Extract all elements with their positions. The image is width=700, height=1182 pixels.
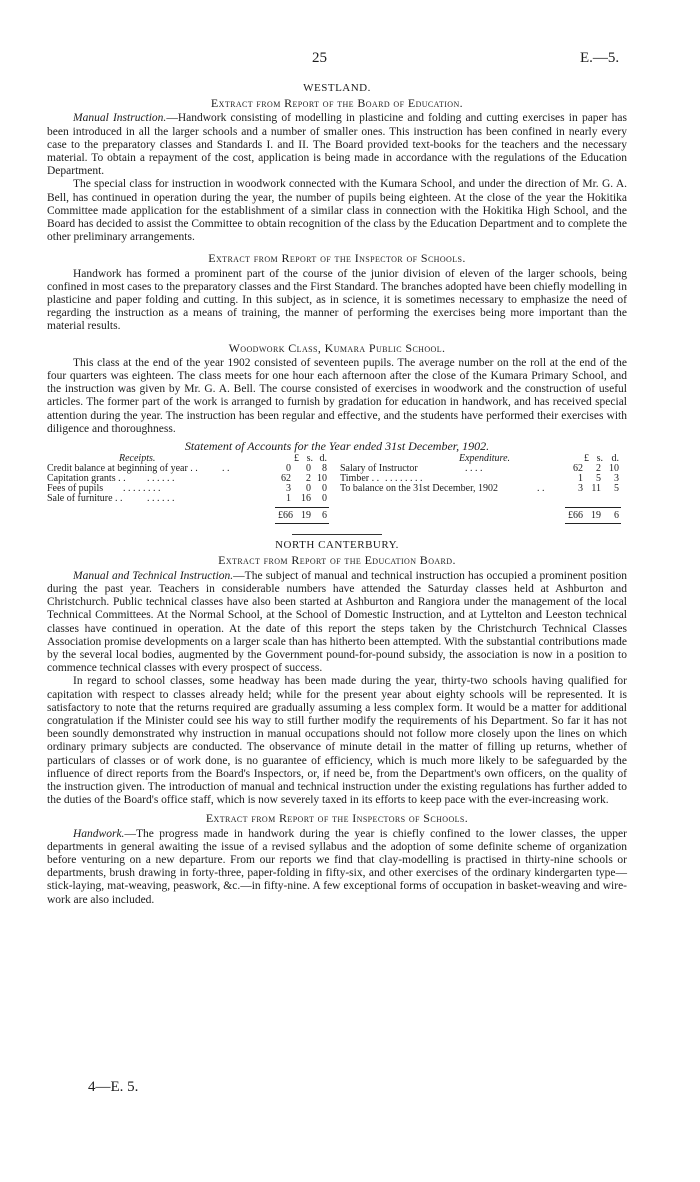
expenditure-heading: Expenditure.: [459, 453, 511, 465]
paragraph: The special class for instruction in woodwork connected with the Kumara School, and under the direction of Mr. G. A. Bell, has continued in operation during the year, the number of pupils being eighteen. At the close of the year the Hokitika Committee made application for the establishment of a similar class in connection with the Hokitika High School, and the Board has decided to assist the Committee to obtain recognition of the class by the Education Department and to complete the other preliminary arrangements.: [47, 178, 627, 244]
receipt-label: Fees of pupils: [47, 483, 104, 495]
paragraph: In regard to school classes, some headway has been made during the year, thirty-two schools having qualified for capitation with respect to classes already held; while for the present year about eighty schools will be represented. It is satisfactory to note that the returns required are gradually assuming a less complex form. It would be a matter for additional congratulation if the Minister could see his way to still further modify the requirements of his Department. So far it has not been soundly demonstrated why instruction in manual occupations should not follow more closely upon the lines on which ordinary primary subjects are conducted. The observance of minute detail in the matter of filling up returns, whether of particulars of classes or of work done, is no guarantee of efficiency, which is much more likely to be safeguarded by the influence of direct reports from the Board's Inspectors, or, if need be, from the Department's own officers, on the quality of the instruction given. The introduction of manual and technical instruction under the existing regulations has further added to the duties of the Board's office staff, which is now severely taxed in its efforts to keep pace with the ever-increasing work.: [47, 675, 627, 807]
expenditure-shillings: 5: [596, 473, 601, 485]
paragraph-text: —The progress made in handwork during the year is chiefly confined to the lower classes, the upper departments in general awaiting the issue of a revised syllabus and the adoption of some definite scheme of organization before venturing on a new departure. From our reports we find that clay-modelling is practised in thirty-nine schools or departments, brush drawing in forty-three, paper-folding in fifty-six, and other exercises of the ordinary kindergarten type—stick-laying, mat-weaving, peaswork, &c.—in fifty-nine. A few exceptional forms of occupation in basket-weaving and wire-work are also included.: [47, 827, 627, 906]
accounts-table: [47, 454, 627, 528]
expenditure-label: Timber . .: [340, 473, 380, 485]
run-in-heading: Manual and Technical Instruction.: [73, 569, 234, 582]
receipt-shillings: 0: [306, 483, 311, 495]
shilling-column-heading: s.: [306, 453, 313, 465]
expenditure-pounds: 62: [573, 463, 583, 475]
region-heading-north-canterbury: NORTH CANTERBURY.: [275, 539, 399, 552]
receipts-double-rule: [275, 523, 329, 524]
document-reference: E.—5.: [580, 50, 620, 66]
expenditure-pounds: 3: [578, 483, 583, 495]
receipts-total-pounds: £66: [278, 510, 293, 522]
receipt-label: Sale of furniture . .: [47, 493, 123, 505]
leader-dots: . .: [222, 463, 230, 475]
pence-column-heading: d.: [611, 453, 619, 465]
leader-dots: . . . . . .: [147, 473, 175, 485]
section-divider: [292, 534, 382, 535]
expenditure-total-shillings: 19: [591, 510, 601, 522]
pound-column-heading: £: [584, 453, 589, 465]
paragraph-text: —Handwork consisting of modelling in plasticine and folding and cutting exercises in paper has been introduced in all the larger schools and a number of smaller ones. This instruction has been confined in nearly every case to the preparatory classes and Standards I. and II. The Board provided text-books for the teachers and the necessary material. To obtain a repayment of the cost, application is being made in accordance with the regulations of the Education Department.: [47, 112, 627, 178]
leader-dots: . . . . . .: [147, 493, 175, 505]
receipt-pence: 8: [322, 463, 327, 475]
receipt-label: Credit balance at beginning of year . .: [47, 463, 198, 475]
paragraph: [47, 112, 627, 178]
expenditure-label: To balance on the 31st December, 1902: [340, 483, 499, 495]
receipt-pence: 10: [317, 473, 327, 485]
leader-dots: . .: [537, 483, 545, 495]
paragraph-text: —The subject of manual and technical instruction has occupied a prominent position during the past year. Teachers in considerable numbers have attended the Saturday classes held at Ashburton and Christchurch. Public technical classes have also been started at Ashburton and Rangiora under the management of the local Technical Committees. At the Normal School, at the School of Domestic Instruction, and at Lyttelton and Leeston technical classes have continued in operation. At the date of this report the steps taken by the Christchurch Technical Classes Association promise developments on a larger scale than has hitherto been attempted. With the substantial contributions made by the several local bodies, augmented by the Government pound-for-pound subsidy, the association is now in a position to commence technical classes with every prospect of success.: [47, 569, 627, 675]
receipt-pence: 0: [322, 493, 327, 505]
paragraph: This class at the end of the year 1902 consisted of seventeen pupils. The average number on the roll at the end of the four quarters was eighteen. The class meets for one hour each afternoon after the close of the Kumara Primary School, and the instruction was given by Mr. G. A. Bell. The course consisted of exercises in woodwork and the construction of useful articles. The former part of the work is arranged to furnish by gradation for education in handwork, and has received special attention during the year. The instruction has been regular and effective, and the students have performed their exercises with diligence and thoroughness.: [47, 356, 627, 435]
paragraph: [47, 570, 627, 676]
receipt-pence: 0: [322, 483, 327, 495]
receipt-shillings: 0: [306, 463, 311, 475]
receipt-shillings: 16: [301, 493, 311, 505]
expenditure-total-rule: [565, 507, 621, 508]
expenditure-total-pounds: £66: [568, 510, 583, 522]
section-heading-education-board: Extract from Report of the Education Board.: [218, 553, 456, 568]
pence-column-heading: d.: [319, 453, 327, 465]
paragraph: [47, 828, 627, 907]
expenditure-label: Salary of Instructor: [340, 463, 418, 475]
receipts-total-shillings: 19: [301, 510, 311, 522]
receipts-total-pence: 6: [322, 510, 327, 522]
leader-dots: . . . . . . . .: [385, 473, 423, 485]
section-heading-inspector: Extract from Report of the Inspector of Schools.: [208, 251, 466, 266]
expenditure-shillings: 2: [596, 463, 601, 475]
section-heading-board: Extract from Report of the Board of Education.: [210, 96, 464, 111]
page-number: 25: [312, 50, 327, 66]
expenditure-pence: 3: [614, 473, 619, 485]
signature-mark: 4—E. 5.: [88, 1079, 139, 1095]
section-heading-woodwork: Woodwork Class, Kumara Public School.: [228, 340, 446, 355]
expenditure-double-rule: [565, 523, 621, 524]
run-in-heading: Manual Instruction.: [73, 112, 167, 125]
run-in-heading: Handwork.: [73, 827, 125, 840]
receipt-pounds: 0: [286, 463, 291, 475]
leader-dots: . . . .: [465, 463, 483, 475]
leader-dots: . . . . . . . .: [123, 483, 161, 495]
pound-column-heading: £: [294, 453, 299, 465]
page-body: [47, 82, 627, 907]
accounts-title: Statement of Accounts for the Year ended 31st December, 1902.: [184, 439, 490, 454]
receipts-total-rule: [275, 507, 329, 508]
receipt-label: Capitation grants . .: [47, 473, 126, 485]
receipt-pounds: 3: [286, 483, 291, 495]
receipts-heading: Receipts.: [119, 453, 156, 465]
shilling-column-heading: s.: [596, 453, 603, 465]
expenditure-pounds: 1: [578, 473, 583, 485]
region-heading-westland: WESTLAND.: [303, 82, 371, 94]
expenditure-pence: 5: [614, 483, 619, 495]
paragraph: Handwork has formed a prominent part of the course of the junior division of eleven of the larger schools, being confined in most cases to the preparatory classes and the First Standard. The branches adopted have been chiefly modelling in plasticine and paper folding and cutting. In this subject, as in science, it is sometimes necessary to emphasize the need of regarding the instruction as a means of training, the manner of performing the exercises being more important than the material results.: [47, 267, 627, 333]
expenditure-total-pence: 6: [614, 510, 619, 522]
receipt-pounds: 1: [286, 493, 291, 505]
receipt-pounds: 62: [281, 473, 291, 485]
expenditure-pence: 10: [609, 463, 619, 475]
expenditure-shillings: 11: [591, 483, 601, 495]
section-heading-inspectors: Extract from Report of the Inspectors of Schools.: [205, 811, 469, 826]
receipt-shillings: 2: [306, 473, 311, 485]
